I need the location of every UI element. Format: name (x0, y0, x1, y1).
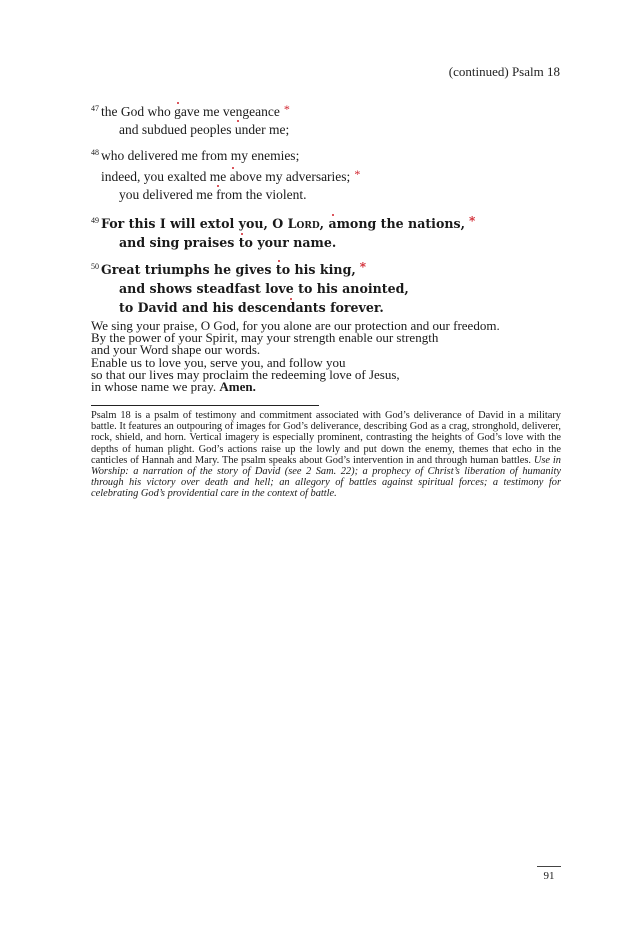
verse-49-line-1: $^{49}$ For this I will extol you, O Lord, among the nations, * (91, 214, 476, 231)
pointing-mark: f (216, 187, 221, 202)
pointing-mark: g (174, 104, 181, 119)
verse-48-line-1: $^{48}$ who delivered me from my enemies; (91, 148, 300, 163)
pointing-mark: u (234, 122, 242, 137)
prayer-line: and your Word shape our words. (91, 342, 261, 358)
prayer-line: so that our lives may proclaim the redeeming love of Jesus, (91, 366, 400, 382)
running-header: (continued) Psalm 18 (448, 64, 560, 79)
use-in-worship: Use in Worship: a narration of the story of David (see 2 Sam. 22); a prophecy of Christ’s liberation of humanity through his victory over death and hell; an allegory of battles against spiritual forces; a testimony for celebrating God’s providential care in the context of battle. (91, 454, 561, 500)
prayer-line: Enable us to love you, serve you, and follow you (91, 354, 346, 370)
verse-number: 48 (91, 148, 99, 157)
verse-number: 47 (91, 104, 99, 113)
amen: Amen. (219, 379, 256, 395)
pointing-mark: a (328, 216, 337, 231)
pointing-mark: a (229, 169, 236, 184)
prayer-line: We sing your praise, O God, for you alone are our protection and our freedom. (91, 318, 500, 333)
verse-48-line-3: you delivered me from the violent. (119, 187, 307, 202)
asterisk-mark: * (283, 102, 290, 116)
verse-50-line-1: $^{50}$ Great triumphs he gives to his king, * (91, 260, 367, 277)
psalm-note: Psalm 18 is a psalm of testimony and commitment associated with God’s deliverance of David in a military battle. It features an outpouring of images for God’s deliverance, describing God as a crag, stronghold, deliverer, rock, shield, and horn. Vertical imagery is especially prominent, contrasting the heights of God’s love with the depths of human plight. God’s actions raise up the lowly and put down the enemy, themes that echo in the canticles of Hannah and Mary. The psalm speaks about God’s intervention in and through human battles. Use in Worship: a narration of the story of David (see 2 Sam. 22); a prophecy of Christ’s liberation of humanity through his victory over death and hell; an allegory of battles against spiritual forces; a testimony for celebrating God’s providential care in the context of battle. (91, 410, 561, 500)
pointing-mark: t (275, 262, 282, 277)
verse-47-line-1: $^{47}$ the God who gave me vengeance * (91, 102, 290, 119)
closing-prayer (91, 320, 561, 393)
verse-48-line-2: indeed, you exalted me above my adversaries; * (101, 167, 361, 184)
verse-47-line-2: and subdued peoples under me; (119, 122, 290, 137)
page-number-rule (537, 866, 561, 867)
prayer-line: in whose name we pray. Amen. (91, 379, 256, 395)
pointing-mark: t (238, 235, 245, 250)
verse-50-line-3: to David and his descendants forever. (119, 300, 384, 315)
asterisk-mark: * (354, 167, 361, 181)
verse-50-line-2: and shows steadfast love to his anointed, (119, 281, 409, 296)
verse-49-line-2: and sing praises to your name. (119, 235, 337, 250)
page-number: 91 (543, 870, 555, 882)
pointing-mark: d (286, 300, 296, 315)
asterisk-mark: * (469, 214, 476, 228)
psalm-text (91, 100, 561, 317)
asterisk-mark: * (359, 260, 367, 274)
verse-number: 49 (91, 216, 99, 225)
verse-number: 50 (91, 262, 99, 271)
footnote-divider (91, 405, 319, 406)
prayer-line: By the power of your Spirit, may your strength enable our strength (91, 330, 439, 346)
lord-small-caps: Lord (287, 216, 320, 231)
